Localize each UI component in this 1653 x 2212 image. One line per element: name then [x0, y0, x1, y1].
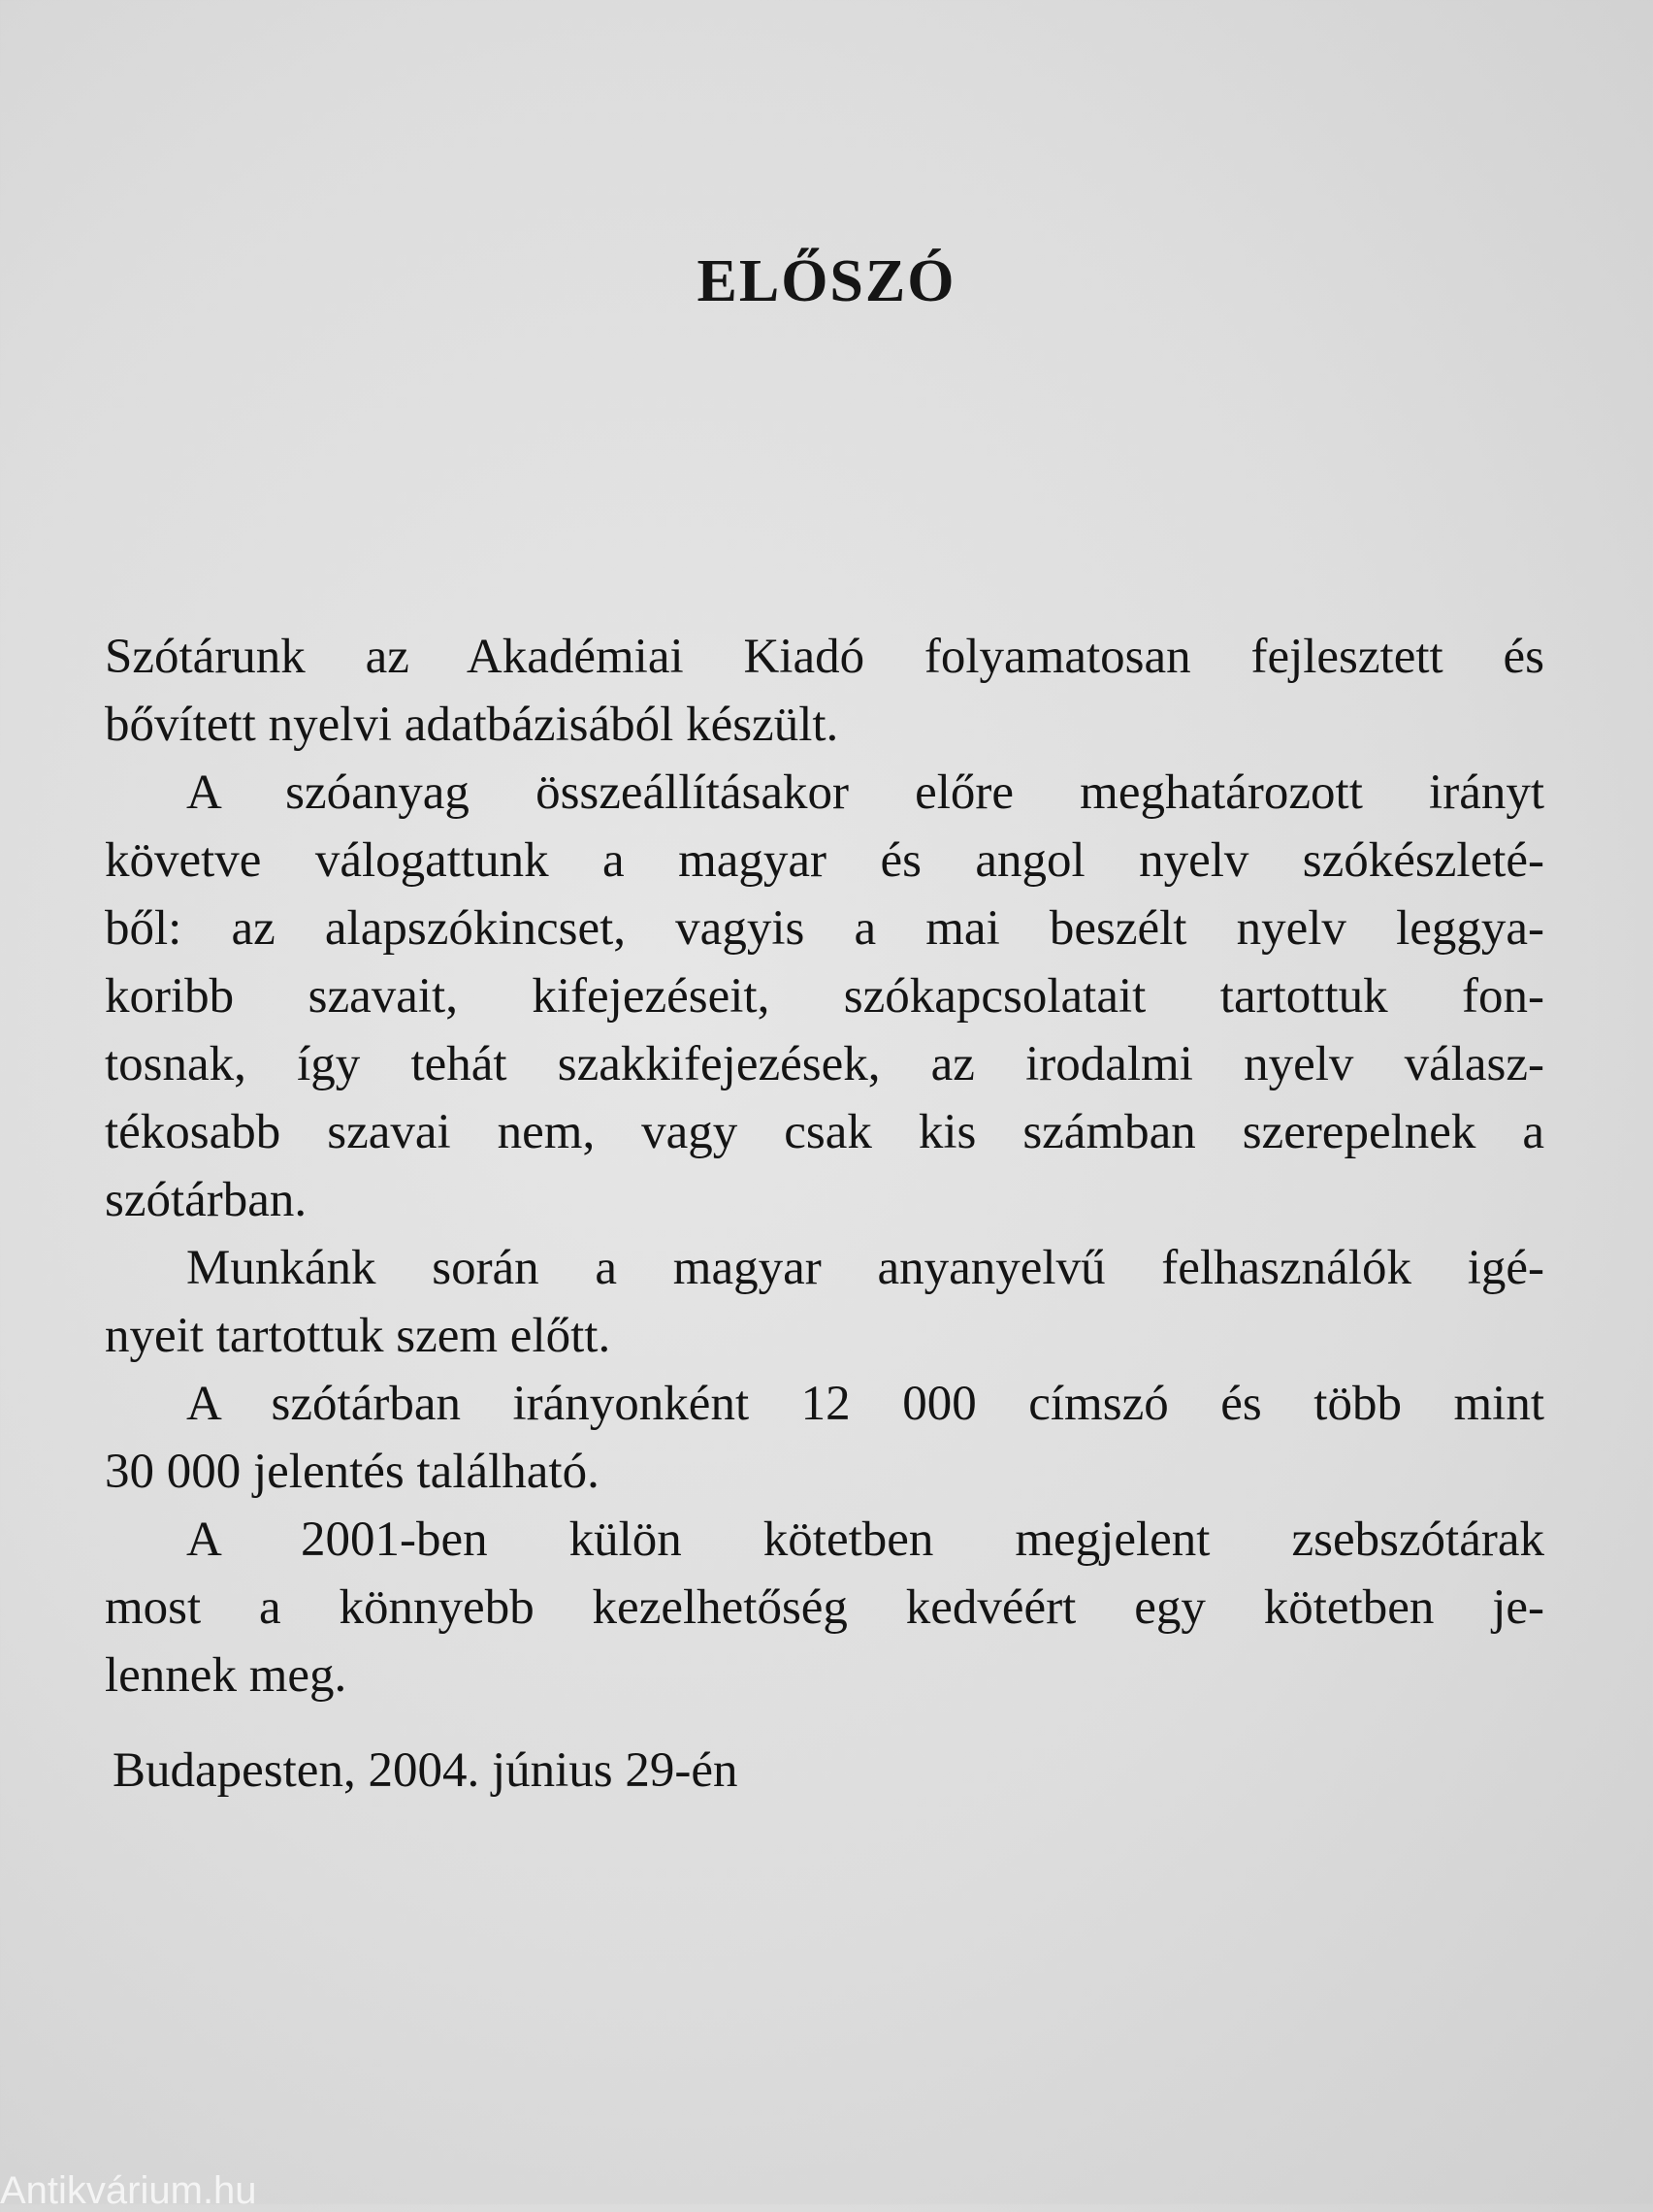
- paragraph-3: [105, 1234, 1544, 1370]
- text-line: ből: az alapszókincset, vagyis a mai beszélt nyelv leggya-: [105, 901, 1544, 956]
- text-line: bővített nyelvi adatbázisából készült.: [105, 698, 839, 752]
- text-line: most a könnyebb kezelhetőség kedvéért egy kötetben je-: [105, 1580, 1544, 1635]
- text-line: Munkánk során a magyar anyanyelvű felhasználók igé-: [186, 1241, 1544, 1295]
- paragraph-1: [105, 623, 1544, 759]
- page-title: ELŐSZÓ: [697, 247, 956, 314]
- preface-body: [105, 623, 1544, 1709]
- text-line: lennek meg.: [105, 1648, 347, 1703]
- text-line: tosnak, így tehát szakkifejezések, az irodalmi nyelv válasz-: [105, 1037, 1544, 1091]
- text-line: 30 000 jelentés található.: [105, 1445, 600, 1499]
- signature-date-line: Budapesten, 2004. június 29-én: [113, 1743, 738, 1798]
- paragraph-2: [105, 759, 1544, 1234]
- text-line: követve válogattunk a magyar és angol nyelv szókészleté-: [105, 833, 1544, 888]
- text-line: nyeit tartottuk szem előtt.: [105, 1309, 611, 1363]
- text-line: A 2001-ben külön kötetben megjelent zsebszótárak: [186, 1513, 1544, 1567]
- watermark-text: Antikvárium.hu: [0, 2169, 257, 2212]
- text-line: A szóanyag összeállításakor előre meghatározott irányt: [186, 765, 1544, 820]
- text-line: Szótárunk az Akadémiai Kiadó folyamatosan fejlesztett és: [105, 630, 1544, 684]
- text-line: tékosabb szavai nem, vagy csak kis számban szerepelnek a: [105, 1105, 1544, 1159]
- text-line: szótárban.: [105, 1173, 308, 1227]
- paragraph-4: [105, 1370, 1544, 1506]
- text-line: koribb szavait, kifejezéseit, szókapcsolatait tartottuk fon-: [105, 969, 1544, 1024]
- text-line: A szótárban irányonként 12 000 címszó és több mint: [186, 1377, 1544, 1431]
- paragraph-5: [105, 1506, 1544, 1709]
